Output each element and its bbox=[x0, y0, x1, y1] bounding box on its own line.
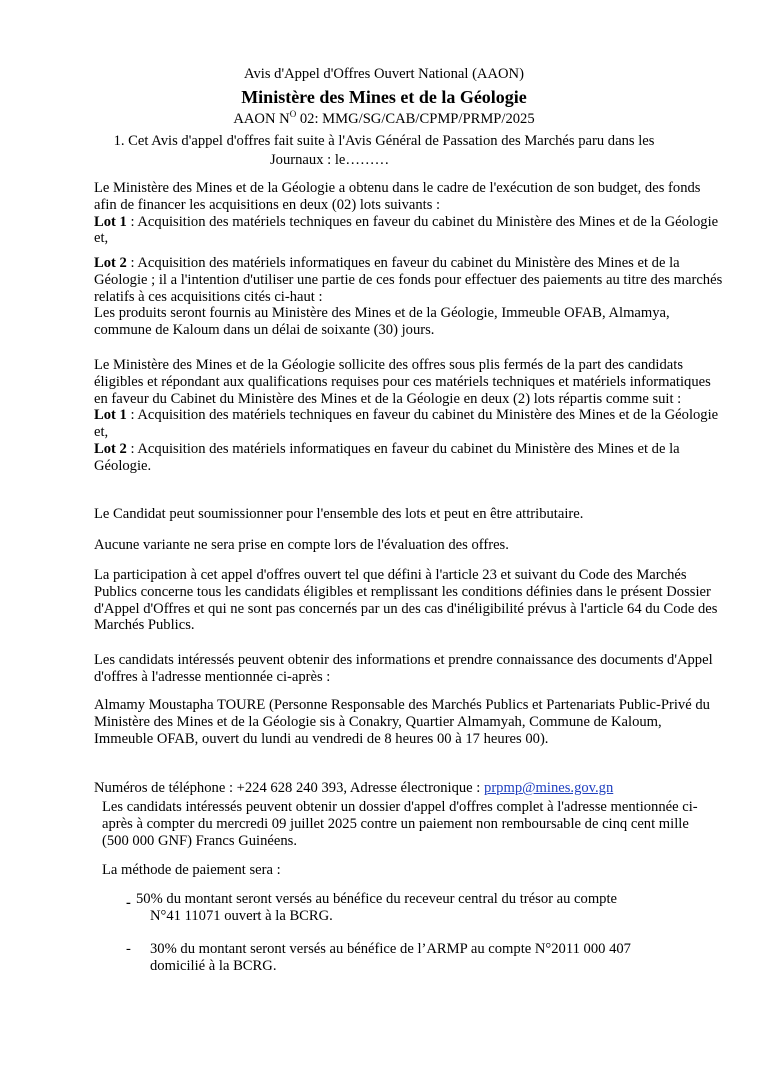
ministry-title: Ministère des Mines et de la Géologie bbox=[241, 87, 527, 107]
lot-2b-text: : Acquisition des matériels informatiques en faveur du cabinet du Ministère des Mines et de la Géologie. bbox=[94, 440, 680, 474]
lot-2-label: Lot 2 bbox=[94, 255, 127, 271]
lot-1b-label: Lot 1 bbox=[94, 407, 127, 424]
variant-paragraph: Aucune variante ne sera prise en compte lors de l'évaluation des offres. bbox=[94, 537, 509, 553]
ref-superscript: O bbox=[289, 109, 297, 120]
phone-line bbox=[94, 780, 724, 797]
info-paragraph: Les candidats intéressés peuvent obtenir des informations et prendre connaissance des documents d'Appel d'offres à l'adresse mentionnée ci-après : bbox=[94, 652, 713, 685]
bullet-marker: - bbox=[126, 941, 131, 957]
delivery-text: Les produits seront fournis au Ministère des Mines et de la Géologie, Immeuble OFAB, Almamya, commune de Kaloum dans un délai de soixante (30) jours. bbox=[94, 305, 670, 339]
lot-2b-label: Lot 2 bbox=[94, 440, 127, 457]
participation-paragraph: La participation à cet appel d'offres ouvert tel que défini à l'article 23 et suivant du Code des Marchés Publics concerne tous les candidats éligibles et remplissant les conditions définies dans le présent Dossier d'Appel d'Offres et qui ne sont pas concernés par un des cas d'inéligibilité prévus à l'article 64 du Code des Marchés Publics. bbox=[94, 567, 718, 634]
bullet-2-line-2: domicilié à la BCRG. bbox=[150, 958, 277, 974]
notice-type-heading: Avis d'Appel d'Offres Ouvert National (AAON) bbox=[244, 66, 524, 82]
lot-2-text: : Acquisition des matériels informatiques en faveur du cabinet du Ministère des Mines et de la Géologie ; il a l'intention d'utiliser une partie de ces fonds pour effectuer des paiements au titre des marchés relatifs à ces acquisitions cités ci-haut : bbox=[94, 255, 723, 305]
lot-1-text: : Acquisition des matériels techniques en faveur du cabinet du Ministère des Mines et de la Géologie et, bbox=[94, 213, 719, 247]
lot-2-paragraph bbox=[94, 255, 724, 339]
ref-prefix: AAON N bbox=[233, 111, 290, 127]
lot-1b-text: : Acquisition des matériels techniques en faveur du cabinet du Ministère des Mines et de la Géologie et, bbox=[94, 407, 719, 441]
budget-text: Le Ministère des Mines et de la Géologie a obtenu dans le cadre de l'exécution de son budget, des fonds afin de financer les acquisitions en deux (02) lots suivants : bbox=[94, 180, 701, 213]
notice-reference bbox=[0, 111, 768, 128]
contact-paragraph: Almamy Moustapha TOURE (Personne Responsable des Marchés Publics et Partenariats Public-Privé du Ministère des Mines et de la Géologie sis à Conakry, Quartier Almamyah, Commune de Kaloum, Immeuble OFAB, ouvert du lundi au vendredi de 8 heures 00 à 17 heures 00). bbox=[94, 697, 710, 747]
bullet-1-line-2: N°41 11071 ouvert à la BCRG. bbox=[150, 908, 333, 924]
solicitation-paragraph bbox=[94, 357, 724, 475]
bullet-1-line-1: 50% du montant seront versés au bénéfice du receveur central du trésor au compte bbox=[136, 891, 617, 907]
item-1-line-2: Journaux : le……… bbox=[270, 152, 390, 168]
dossier-paragraph: Les candidats intéressés peuvent obtenir un dossier d'appel d'offres complet à l'adresse mentionnée ci-après à compter du mercredi 09 juillet 2025 contre un paiement non remboursable de cinq cent mille (500 000 GNF) Francs Guinéens. bbox=[102, 799, 698, 849]
candidate-paragraph: Le Candidat peut soumissionner pour l'ensemble des lots et peut en être attributaire. bbox=[94, 506, 584, 522]
budget-paragraph bbox=[94, 180, 724, 247]
solicitation-text: Le Ministère des Mines et de la Géologie sollicite des offres sous plis fermés de la part des candidats éligibles et répondant aux qualifications requises pour ces matériels techniques et matériels informatiques en faveur du Cabinet du Ministère des Mines et de la Géologie en deux (2) lots répartis comme suit : bbox=[94, 357, 711, 407]
email-link[interactable]: prpmp@mines.gov.gn bbox=[484, 780, 614, 796]
item-1-line-1: 1. Cet Avis d'appel d'offres fait suite à l'Avis Général de Passation des Marchés paru dans les bbox=[113, 133, 655, 149]
bullet-2-line-1: 30% du montant seront versés au bénéfice de l’ARMP au compte N°2011 000 407 bbox=[150, 941, 631, 957]
payment-intro: La méthode de paiement sera : bbox=[102, 862, 281, 878]
ref-rest: 02: MMG/SG/CAB/CPMP/PRMP/2025 bbox=[296, 111, 535, 127]
phone-text: Numéros de téléphone : +224 628 240 393, Adresse électronique : bbox=[94, 780, 485, 796]
bullet-marker: - bbox=[126, 895, 131, 911]
lot-1-label: Lot 1 bbox=[94, 213, 127, 230]
